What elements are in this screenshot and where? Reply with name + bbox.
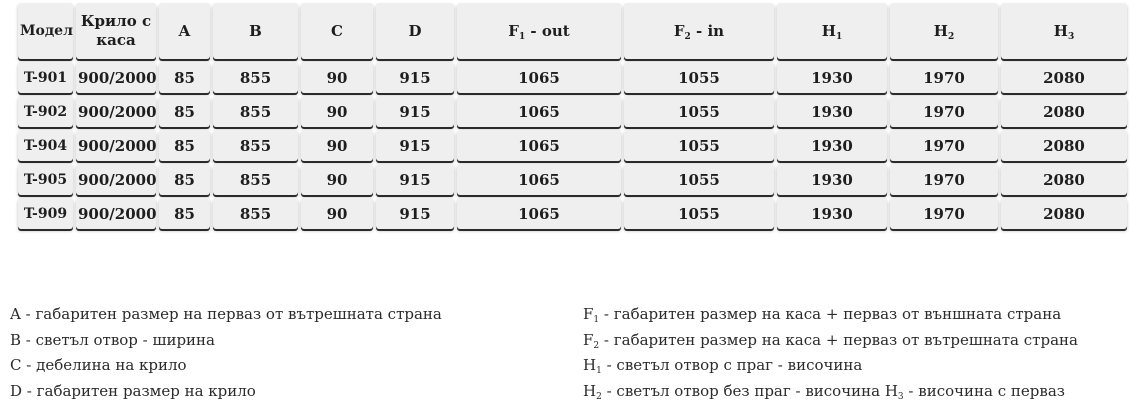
column-header-label: H (933, 21, 948, 40)
table-cell: 85 (159, 96, 210, 127)
legend-item (10, 302, 442, 328)
table-cell: 90 (301, 62, 373, 93)
legend-subscript: 3 (897, 391, 904, 402)
table-row (18, 130, 1127, 161)
column-header (18, 3, 73, 59)
legend-symbol: F (583, 330, 594, 349)
table-cell: 1930 (777, 130, 887, 161)
model-cell: T-902 (18, 96, 73, 127)
column-header (159, 3, 210, 59)
legend-subscript: 1 (596, 366, 602, 376)
table-cell: 85 (159, 130, 210, 161)
table-cell: 1055 (624, 62, 774, 93)
legend-subscript: 2 (596, 391, 602, 402)
table-cell: 1930 (777, 96, 887, 127)
table-row (18, 62, 1127, 93)
table-cell: 855 (213, 198, 298, 229)
legend-text: - светъл отвор - ширина (21, 330, 215, 349)
column-header-label: C (331, 21, 343, 40)
column-header (890, 3, 998, 59)
table-cell: 90 (301, 130, 373, 161)
legend-symbol: B (10, 330, 22, 349)
column-header-subscript: 2 (684, 31, 691, 42)
column-header (777, 3, 887, 59)
legend-text: - светъл отвор без праг - височина H (601, 381, 898, 400)
legend-text: - габаритен размер на каса + перваз от външната страна (599, 305, 1062, 323)
table-cell: 855 (213, 96, 298, 127)
column-header-label: B (249, 21, 262, 40)
table-cell: 915 (376, 96, 454, 127)
table-cell: 90 (301, 198, 373, 229)
table-cell: 1055 (624, 164, 774, 195)
table-cell: 915 (376, 62, 454, 93)
table-cell: 2080 (1001, 62, 1127, 93)
column-header-label: F (673, 21, 685, 40)
legend-item (583, 328, 1078, 354)
table-cell: 900/2000 (76, 130, 156, 161)
column-header-label: Крило с каса (80, 12, 152, 49)
table-cell: 900/2000 (76, 96, 156, 127)
legend-item (10, 379, 442, 405)
table-cell: 1970 (890, 164, 998, 195)
table-row (18, 96, 1127, 127)
table-body (18, 62, 1127, 229)
column-header (213, 3, 298, 59)
table-cell: 1055 (624, 130, 774, 161)
column-header-subscript: 1 (835, 31, 843, 42)
column-header-label: Модел (20, 22, 73, 39)
table-cell: 2080 (1001, 198, 1127, 229)
legend-text: - височина с перваз (903, 381, 1065, 400)
legend-text: - габаритен размер на каса + перваз от вътрешната страна (599, 330, 1078, 349)
legend-symbol: A (10, 305, 21, 323)
column-header (76, 3, 156, 59)
column-header-label: D (408, 21, 422, 40)
column-header (1001, 3, 1127, 59)
legend-text: - габаритен размер на перваз от вътрешната страна (20, 305, 442, 323)
legend-item (10, 353, 442, 379)
legend-item (583, 353, 1078, 379)
table-cell: 1065 (457, 130, 621, 161)
table-cell: 1065 (457, 164, 621, 195)
legend-item (10, 328, 442, 354)
legend-right (583, 302, 1078, 404)
table-cell: 2080 (1001, 130, 1127, 161)
table-cell: 90 (301, 96, 373, 127)
table-cell: 1065 (457, 96, 621, 127)
table-cell: 1970 (890, 130, 998, 161)
table-cell: 915 (376, 198, 454, 229)
column-header-subscript: 1 (518, 31, 526, 42)
dimensions-table (15, 0, 1130, 232)
column-header-subscript: 2 (947, 31, 955, 42)
table-cell: 900/2000 (76, 198, 156, 229)
table-cell: 1930 (777, 62, 887, 93)
table-row (18, 198, 1127, 229)
legend-text: - дебелина на крило (21, 356, 187, 374)
column-header (457, 3, 621, 59)
table-cell: 1970 (890, 198, 998, 229)
model-cell: T-909 (18, 198, 73, 229)
table-cell: 85 (159, 62, 210, 93)
table-cell: 855 (213, 164, 298, 195)
table-cell: 2080 (1001, 164, 1127, 195)
legend-item (583, 379, 1078, 405)
table-cell: 1065 (457, 198, 621, 229)
column-header-label: F (508, 21, 519, 40)
column-header-suffix: - in (690, 21, 725, 40)
table-cell: 1970 (890, 62, 998, 93)
column-header (376, 3, 454, 59)
table-header-row (18, 3, 1127, 59)
column-header-subscript: 3 (1067, 31, 1075, 42)
table-cell: 85 (159, 198, 210, 229)
table-cell: 1055 (624, 96, 774, 127)
table-cell: 1970 (890, 96, 998, 127)
model-cell: T-901 (18, 62, 73, 93)
table-cell: 90 (301, 164, 373, 195)
table-cell: 915 (376, 130, 454, 161)
legend-left (10, 302, 442, 404)
legend-symbol: D (10, 381, 23, 400)
table-cell: 1055 (624, 198, 774, 229)
legend-symbol: F (583, 305, 594, 323)
table-cell: 915 (376, 164, 454, 195)
table-cell: 1930 (777, 164, 887, 195)
table-cell: 855 (213, 62, 298, 93)
legend-item (583, 302, 1078, 328)
table-cell: 900/2000 (76, 164, 156, 195)
column-header-label: A (178, 21, 191, 40)
column-header-label: H (821, 21, 836, 40)
table-cell: 85 (159, 164, 210, 195)
column-header (624, 3, 774, 59)
legend-text: - светъл отвор с праг - височина (601, 356, 863, 374)
legend-symbol: C (10, 356, 22, 374)
model-cell: T-905 (18, 164, 73, 195)
table-cell: 2080 (1001, 96, 1127, 127)
legend-text: - габаритен размер на крило (22, 381, 256, 400)
table-cell: 1930 (777, 198, 887, 229)
model-cell: T-904 (18, 130, 73, 161)
table-row (18, 164, 1127, 195)
column-header-label: H (1053, 21, 1068, 40)
table-cell: 900/2000 (76, 62, 156, 93)
column-header (301, 3, 373, 59)
table-cell: 855 (213, 130, 298, 161)
column-header-suffix: - out (525, 21, 570, 40)
table-cell: 1065 (457, 62, 621, 93)
legend-symbol: H (583, 356, 597, 374)
legend-subscript: 1 (593, 315, 600, 325)
legend-symbol: H (583, 381, 597, 400)
legend-subscript: 2 (593, 340, 600, 351)
